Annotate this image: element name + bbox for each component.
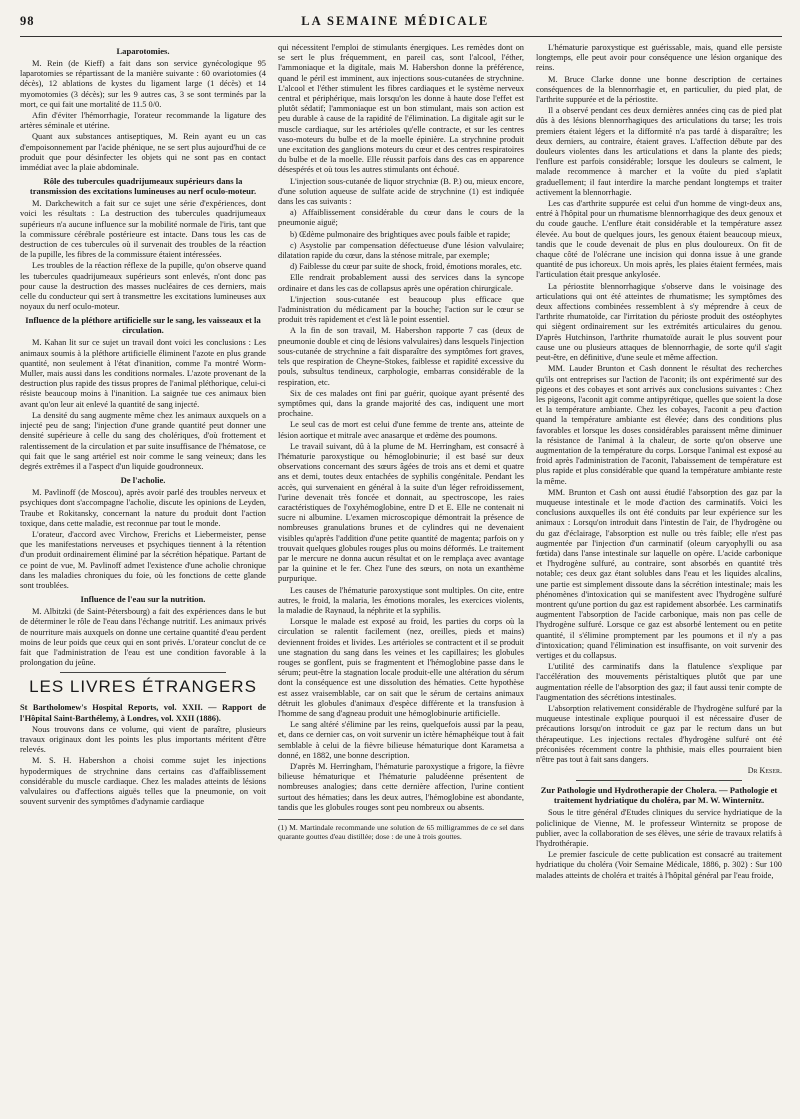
paragraph: Le sang altéré s'élimine par les reins, quelquefois aussi par la peau, et, dans ce dernier cas, on voit survenir un ictère hémaphéique tout à fait semblable à celui de la fièvre bilieuse hématurique dont Karametsa a donné, en 1882, une bonne description.: [278, 720, 524, 760]
column-3: [536, 43, 782, 1109]
section-heading: Influence de l'eau sur la nutrition.: [80, 594, 206, 605]
footnote: (1) M. Martindale recommande une solution de 65 milligrammes de ce sel dans quarante gouttes d'eau distillée; dose : de une à trois gouttes.: [278, 819, 524, 841]
paragraph: qui nécessitent l'emploi de stimulants énergiques. Les remèdes dont on se sert le plus fréquemment, en pareil cas, sont l'alcool, l'éther, l'ammoniaque et la digitale, mais M. Habershon donne la préférence, quand le péril est imminent, aux injections sous-cutanées de strychnine. L'alcool et l'éther stimulent les fibres cardiaques et le système nerveux central et périphérique, mais lorsqu'on les donne à haute dose l'effet est plutôt sédatif; l'ammoniaque est un bon stimulant, mais son action est peu durable à cause de la rapidité de l'élimination. La digitale agit sur le muscle cardiaque, sur les artérioles qu'elle contracte, et sur les centres vaso-moteurs du bulbe et de la moelle épinière. La strychnine produit une excitation des ganglions moteurs du cœur et des centres respiratoires du bulbe et de la moelle. Elle réussit parfois dans des cas en apparence désespérés et où tous les autres stimulants ont échoué.: [278, 43, 524, 175]
paragraph: Quant aux substances antiseptiques, M. Rein ayant eu un cas d'empoisonnement par l'acide phénique, ne se sert plus aujourd'hui de ce produit que pour désinfecter les objets qui ne sont pas en contact immédiat avec la plaie abdominale.: [20, 132, 266, 173]
paragraph: Il a observé pendant ces deux dernières années cinq cas de pied plat dûs à des lésions blennorrhagiques des articulations du tarse; les trois premiers étaient légers et la difformité n'a pas tardé à disparaître; les deux derniers, au contraire, étaient graves. L'affection débute par des douleurs violentes dans les articulations et dans la plante des pieds; l'enflure est parfois considérable; lorsque les douleurs se calment, le malade recommence à marcher et la voûte du pied s'aplatit graduellement; il faut interdire la marche pendant longtemps et traiter activement la blennorrhagie.: [536, 106, 782, 197]
column-1: [20, 43, 266, 1109]
paragraph: D'après M. Herringham, l'hématurie paroxystique a frigore, la fièvre bilieuse hématurique et l'hématurie paludéenne présentent de nombreuses analogies; dans cette dernière affection, l'urine contient surtout des hématies; dans les deux autres, l'hémoglobine est abondante, tandis que les globules rouges sont peu nombreux ou absents.: [278, 762, 524, 812]
paragraph: M. S. H. Habershon a choisi comme sujet les injections hypodermiques de strychnine dans certains cas d'affaiblissement considérable du muscle cardiaque. Chez les malades atteints de lésions valvulaires ou d'affections aiguës telles que la pneumonie, on voit souvent survenir des symptômes d'adynamie cardiaque: [20, 756, 266, 807]
paragraph: Afin d'éviter l'hémorrhagie, l'orateur recommande la ligature des artères séminale et utérine.: [20, 111, 266, 131]
paragraph: L'utilité des carminatifs dans la flatulence s'explique par l'accélération des mouvements péristaltiques plutôt que par une augmentation réelle de l'absorption des gaz; il faut aussi tenir compte de l'augmentation des sécrétions intestinales.: [536, 662, 782, 702]
list-item: c) Asystolie par compensation défectueuse d'une lésion valvulaire; dilatation rapide du cœur, dans la sténose mitrale, par exemple;: [278, 240, 524, 261]
paragraph: L'injection sous-cutanée est beaucoup plus efficace que l'administration du médicament par la bouche; l'action sur le cœur se produit très rapidement et c'est là le point essentiel.: [278, 294, 524, 325]
paragraph: M. Rein (de Kieff) a fait dans son service gynécologique 95 laparotomies se répartissant de la manière suivante : 60 ovariotomies (4 décès), 12 ablations de kystes du ligament large (1 décès) et 14 myomotomies (3 décès); sur les 9 autres cas, 3 se sont terminés par la mort, ce qui fait une mortalité de 11.5 0/0.: [20, 59, 266, 109]
paragraph: M. Bruce Clarke donne une bonne description de certaines conséquences de la blennorrhagie et, en particulier, du pied plat, de l'arthrite suppurée et de la périostite.: [536, 74, 782, 105]
section-heading: Laparotomies.: [116, 46, 170, 56]
columns: [20, 43, 782, 1109]
paragraph: M. Albitzki (de Saint-Pétersbourg) a fait des expériences dans le but de déterminer le rôle de l'eau dans l'échange nutritif. Les animaux privés de nourriture mais auxquels on donne une certaine quantité d'eau perdent moins de leur poids que ceux qui en sont privés. L'orateur conclut de ce fait que l'administration de l'eau est une condition favorable à la prolongation du jeûne.: [20, 607, 266, 668]
paragraph: M. Pavlinoff (de Moscou), après avoir parlé des troubles nerveux et psychiques dont s'accompagne l'acholie, discute les opinions de Leyden, Traube et Rokitansky, concernant la nature du produit dont l'action toxique, dans cette maladie, est reconnue par tout le monde.: [20, 488, 266, 528]
paragraph: Sous le titre général d'Etudes cliniques du service hydriatique de la policlinique de Vienne, M. le professeur Winternitz se propose de publier, avec la collaboration de ses élèves, une série de travaux relatifs à l'hydrothérapie.: [536, 808, 782, 849]
page-number: 98: [20, 14, 35, 28]
list-item: a) Affaiblissement considérable du cœur dans le cours de la pneumonie aiguë;: [278, 208, 524, 228]
section-heading: Rôle des tubercules quadrijumeaux supérieurs dans la transmission des excitations lumineuses au nerf oculo-moteur.: [29, 176, 257, 197]
paragraph: L'orateur, d'accord avec Virchow, Frerichs et Liebermeister, pense que les manifestations nerveuses et psychiques tiennent à la rétention d'un produit ordinairement éliminé par la sécrétion hépatique. Partant de ce point de vue, M. Pavlinoff admet l'existence d'une acholie chronique dans les maladies chroniques du foie, où les fonctions de cette glande sont troublées.: [20, 529, 266, 590]
section-title-livres-etrangers: LES LIVRES ÉTRANGERS: [29, 677, 257, 697]
paragraph: MM. Brunton et Cash ont aussi étudié l'absorption des gaz par la muqueuse intestinale et le mode d'action des carminatifs. Voici les conclusions auxquelles ils ont été conduits par leur expérience sur les animaux : Lorsqu'on introduit dans l'intestin de l'air, de l'hydrogène ou du gaz d'éclairage, l'absorption est nulle ou très faible; elle n'est pas augmentée par l'injection d'un carminatif (oleum caryophylli ou asa fœtida) dans l'anse intestinale sur laquelle on opère. L'acide carbonique et l'hydrogène sulfuré, au contraire, sont absorbés en quantité très notable; ces deux gaz étant solubles dans l'eau et les liquides alcalins, une partie est simplement dissoute dans la sécrétion intestinale; mais les phénomènes d'intoxication qui se manifestent avec l'hydrogène sulfuré montrent qu'une portion du gaz est rapidement absorbée. Les carminatifs augmentent l'absorption de l'acide carbonique, mais non pas celle de l'hydrogène sulfuré. Lorsque ce gaz est absorbé lentement ou en petite quantité, il s'élimine promptement par les poumons et il n'y a pas d'intoxication; quand l'élimination est insuffisante, on voit survenir des vertiges et du collapsus.: [536, 487, 782, 660]
paragraph: Les troubles de la réaction réflexe de la pupille, qu'on observe quand les tubercules quadrijumeaux supérieurs sont enlevés, n'ont donc pas pour cause la destruction des masses nucléaires de ces derniers, mais celle du conducteur qui sert à transmettre les excitations lumineuses aux noyaux du nerf oculo-moteur.: [20, 261, 266, 312]
section-heading: Influence de la pléthore artificielle sur le sang, les vaisseaux et la circulation.: [25, 315, 261, 336]
paragraph: La densité du sang augmente même chez les animaux auxquels on a injecté peu de sang; l'injection d'une grande quantité peut donner une densité supérieure à celle du sang des cholériques, d'où frottement et ralentissement de la circulation et par suite insuffisance de l'hématose, ce qui fait que le sang artériel est noir comme le sang veineux; dans les degrés extrêmes il a l'aspect d'un liquide goudronneux.: [20, 410, 266, 471]
journal-title: LA SEMAINE MÉDICALE: [301, 14, 490, 28]
page-header: [20, 14, 782, 37]
paragraph: Le premier fascicule de cette publication est consacré au traitement hydriatique du choléra (Voir Semaine Médicale, 1886, p. 302) : Sur 100 malades atteints de choléra et traités à l'hôpital général par l'eau froide,: [536, 850, 782, 880]
paragraph: MM. Lauder Brunton et Cash donnent le résultat des recherches qu'ils ont entreprises sur l'action de l'aconit; ils ont expérimenté sur des pigeons et des cobayes et sont arrivés aux conclusions suivantes : Chez les pigeons, l'aconit agit comme antipyrétique, quelles que soient la dose et la température ambiante. Chez les cobayes, l'aconit a peu d'action quand la température ambiante est élevée; dans des conditions plus favorables et lorsque les doses considérables paraissent même diminuer la résistance de l'animal à la chaleur, de sorte qu'on observe une augmentation de la température du corps. Lorsque l'animal est exposé au froid après l'administration de l'aconit, l'abaissement de température est plus rapide et plus considérable que quand la température ambiante reste la même.: [536, 364, 782, 486]
paragraph: A la fin de son travail, M. Habershon rapporte 7 cas (deux de pneumonie double et cinq de lésions valvulaires) dans lesquels l'injection sous-cutanée de strychnine a fait disparaître des symptômes fort graves, tels que respiration de Cheyne-Stokes, faiblesse et rapidité excessive du pouls, subsultus tendineux, carphologie, embarras considérable de la respiration, etc.: [278, 326, 524, 387]
divider: [576, 780, 742, 781]
paragraph: Les cas d'arthrite suppurée est celui d'un homme de vingt-deux ans, entré à l'hôpital pour un rhumatisme blennorrhagique des deux genoux et du coude gauche. L'enflure était considérable et la température assez élevée. Au bout de quelques jours, les genoux étaient beaucoup mieux, tandis que le coude devenait de plus en plus douloureux. On fit de chaque côté de l'olécrane une incision qui donna issue à une grande quantité de pus ichoreux. Un mois après, les plaies étaient fermées, mais l'articulation était presque ankylosée.: [536, 199, 782, 280]
book-reference: St Bartholomew's Hospital Reports, vol. XXII. — Rapport de l'Hôpital Saint-Barthélemy, à Londres, vol. XXII (1886).: [20, 703, 266, 723]
paragraph: M. Darkchewitch a fait sur ce sujet une série d'expériences, dont voici les résultats : La destruction des tubercules quadrijumeaux supérieurs n'a aucune influence sur la mobilité normale de l'iris, tant que la commissure cérébrale postérieure est intacte. Dans tous les cas de destruction de ces tubercules où il survenait des troubles de la réaction de la pupille, les fibres de la commissure étaient intéressées.: [20, 199, 266, 260]
paragraph: Six de ces malades ont fini par guérir, quoique ayant présenté des symptômes qui, dans la grande majorité des cas, indiquent une mort prochaine.: [278, 388, 524, 419]
paragraph: Lorsque le malade est exposé au froid, les parties du corps où la circulation se ralentit facilement (nez, oreilles, pieds et mains) deviennent froides et livides. Les artérioles se contractent et il se produit une stagnation du sang dans les veines et les capillaires; les globules rouges se gonflent, puis se fragmentent et l'hémoglobine passe dans le sérum; peut-être la stagnation locale produit-elle une altération du sérum dont la conséquence est une dissolution des hématies. Cette hypothèse est assez vraisemblable, car on sait que le sérum de certains animaux détruit les globules d'animaux d'espèce différente et la transfusion à l'homme de sang d'agneau produit une hémoglobinurie artificielle.: [278, 617, 524, 718]
section-heading: De l'acholie.: [120, 475, 166, 486]
paragraph: Le seul cas de mort est celui d'une femme de trente ans, atteinte de lésion aortique et mitrale avec anasarque et œdème des poumons.: [278, 420, 524, 440]
divider: [60, 672, 226, 673]
paragraph: M. Kahan lit sur ce sujet un travail dont voici les conclusions : Les animaux soumis à la pléthore artificielle éliminent l'azote en plus grande quantité, non seulement à l'état d'inanition, comme l'a montré Worm-Muller, mais aussi dans les conditions normales. L'azote provenant de la destruction plus rapide des tissus propres de l'animal pléthorique, celui-ci résiste beaucoup moins à l'inanition. La saignée tue ces animaux bien avant qu'on leur ait enlevé la quantité de sang injecté.: [20, 338, 266, 409]
paragraph: L'injection sous-cutanée de liquor strychniæ (B. P.) ou, mieux encore, d'une solution aqueuse de sulfate acide de strychnine (1) est indiquée dans les cas suivants :: [278, 176, 524, 207]
section-heading: Zur Pathologie und Hydrotherapie der Cholera. — Pathologie et traitement hydriatique du choléra, par M. W. Winternitz.: [540, 785, 778, 806]
list-item: d) Faiblesse du cœur par suite de shock, froid, émotions morales, etc.: [290, 262, 522, 272]
paragraph: Elle rendrait probablement aussi des services dans la syncope ordinaire et dans les cas de collapsus après une opération chirurgicale.: [278, 273, 524, 293]
paragraph: Le travail suivant, dû à la plume de M. Herringham, est consacré à l'hématurie paroxystique ou hémoglobinurie; il est basé sur deux observations concernant des sœurs âgées de trois ans et demi et quatre ans et demi, toutes deux entachées de syphilis congénitale. Pendant les accès, qui survenaient en général à la suite d'un léger refroidissement, l'urine devenait très foncée et donnait, au spectroscope, les raies caractéristiques de l'oxyhémoglobine, entre D et E. Elle ne contenait ni sucre ni albumine. L'examen microscopique démontrait la présence de nombreuses granulations brunes et de cylindres qui ne devenaient visibles qu'après l'addition d'une petite quantité de magenta; parfois on y trouvait quelques globules rouges plus ou moins déformés. Le traitement par le mercure ne donna aucun résultat et on le remplaça avec avantage par la quinine et le fer. Chez l'une des sœurs, on nota un exanthème purpurique.: [278, 441, 524, 584]
column-2: [278, 43, 524, 1109]
list-item: b) Œdème pulmonaire des brightiques avec pouls faible et rapide;: [290, 229, 511, 239]
paragraph: Les causes de l'hématurie paroxystique sont multiples. On cite, entre autres, le froid, la malaria, les émotions morales, les exercices violents, la maladie de Raynaud, la néphrite et la syphilis.: [278, 585, 524, 615]
paragraph: Nous trouvons dans ce volume, qui vient de paraître, plusieurs travaux originaux dont les points les plus importants méritent d'être relevés.: [20, 724, 266, 755]
paragraph: L'absorption relativement considérable de l'hydrogène sulfuré par la muqueuse intestinale explique pourquoi il est nécessaire d'user de précautions lorsqu'on introduit ce gaz par le rectum dans un but thérapeutique. Les injections rectales d'hydrogène sulfuré ont été préconisées récemment contre la phthisie, mais elles pourraient bien n'être pas tout à fait sans dangers.: [536, 704, 782, 765]
author-signature: Dr Keser.: [747, 766, 782, 776]
paragraph: La périostite blennorrhagique s'observe dans le voisinage des articulations qui ont été atteintes de rhumatisme; les symptômes des deux affections combinées ressemblent à s'y méprendre à ceux de l'arthrite rhumatoïde, car l'irritation du périoste produit des ostéophytes qui siègent ordinairement sur les extrémités articulaires du genou. D'après Hutchinson, l'arthrite rhumatoïde aurait le plus souvent pour cause une ou plusieurs attaques de blennorrhagie, de sorte qu'il s'agit peut-être, en définitive, d'une seule et même affection.: [536, 281, 782, 363]
paragraph: L'hématurie paroxystique est guérissable, mais, quand elle persiste longtemps, elle peut avoir pour conséquence une lésion organique des reins.: [536, 43, 782, 73]
